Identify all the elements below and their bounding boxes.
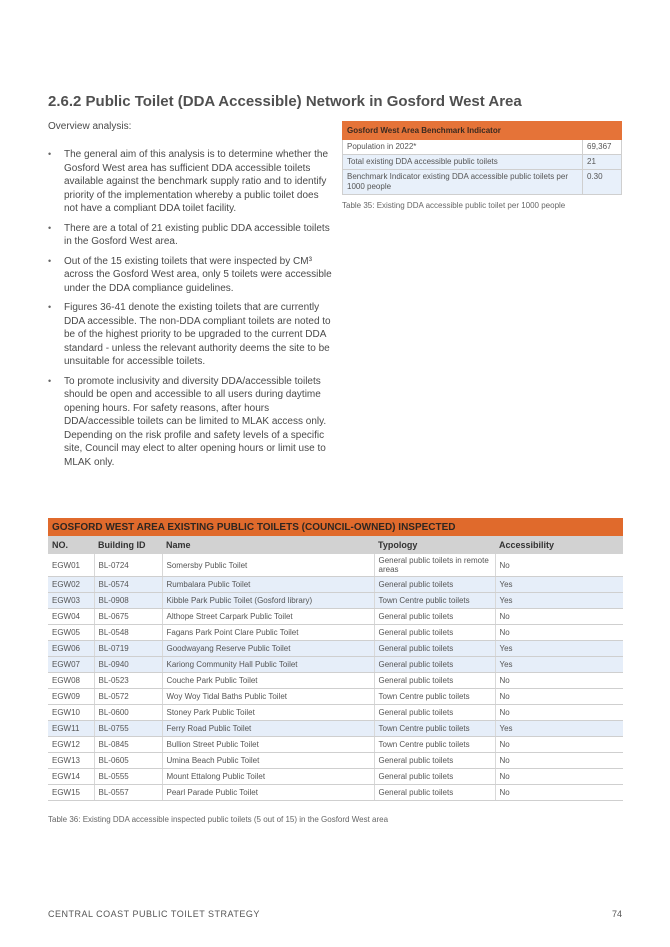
column-header: Name (162, 536, 374, 554)
table-row (48, 625, 623, 641)
cell-typology: Town Centre public toilets (374, 593, 495, 609)
cell-name: Pearl Parade Public Toilet (162, 785, 374, 801)
cell-building-id: BL-0523 (94, 673, 162, 689)
benchmark-value: 21 (583, 155, 622, 170)
benchmark-row (343, 155, 622, 170)
cell-name: Woy Woy Tidal Baths Public Toilet (162, 689, 374, 705)
cell-number: EGW15 (48, 785, 94, 801)
cell-typology: Town Centre public toilets (374, 737, 495, 753)
table-row (48, 641, 623, 657)
benchmark-label: Benchmark Indicator existing DDA accessible public toilets per 1000 people (343, 170, 583, 195)
benchmark-value: 69,367 (583, 140, 622, 155)
benchmark-row (343, 170, 622, 195)
bullet-item (48, 255, 333, 296)
cell-number: EGW10 (48, 705, 94, 721)
table-row (48, 593, 623, 609)
cell-number: EGW05 (48, 625, 94, 641)
cell-number: EGW07 (48, 657, 94, 673)
cell-building-id: BL-0605 (94, 753, 162, 769)
cell-number: EGW09 (48, 689, 94, 705)
cell-building-id: BL-0548 (94, 625, 162, 641)
bullet-text: Figures 36-41 denote the existing toilets that are currently DDA accessible. The non-DDA compliant toilets are noted to be of the highest priority to be upgraded to the current DDA standard - unless the relevant authority deems the site to be unsuitable for accessible toilets. (64, 302, 331, 367)
bullet-dot-icon: • (48, 255, 52, 266)
cell-name: Umina Beach Public Toilet (162, 753, 374, 769)
cell-name: Althope Street Carpark Public Toilet (162, 609, 374, 625)
cell-name: Kariong Community Hall Public Toilet (162, 657, 374, 673)
bullet-text: There are a total of 21 existing public DDA accessible toilets in the Gosford West area. (64, 222, 330, 247)
cell-name: Mount Ettalong Public Toilet (162, 769, 374, 785)
cell-building-id: BL-0557 (94, 785, 162, 801)
table-row (48, 785, 623, 801)
cell-typology: Town Centre public toilets (374, 721, 495, 737)
cell-accessibility: No (495, 554, 623, 577)
column-header: Accessibility (495, 536, 623, 554)
bullet-text: Out of the 15 existing toilets that were inspected by CM³ across the Gosford West area, only 5 toilets were accessible under the DDA compliance guidelines. (64, 255, 332, 294)
cell-accessibility: Yes (495, 721, 623, 737)
cell-typology: General public toilets (374, 641, 495, 657)
cell-number: EGW12 (48, 737, 94, 753)
table-row (48, 689, 623, 705)
cell-name: Stoney Park Public Toilet (162, 705, 374, 721)
bullet-item (48, 222, 333, 249)
cell-accessibility: Yes (495, 657, 623, 673)
cell-typology: General public toilets (374, 769, 495, 785)
cell-name: Rumbalara Public Toilet (162, 577, 374, 593)
cell-accessibility: No (495, 705, 623, 721)
cell-accessibility: No (495, 769, 623, 785)
inspected-toilets-table (48, 518, 623, 801)
cell-accessibility: No (495, 625, 623, 641)
cell-number: EGW03 (48, 593, 94, 609)
benchmark-table-caption: Table 35: Existing DDA accessible public toilet per 1000 people (342, 201, 566, 210)
cell-accessibility: Yes (495, 641, 623, 657)
cell-name: Kibble Park Public Toilet (Gosford library) (162, 593, 374, 609)
table-row (48, 577, 623, 593)
cell-accessibility: No (495, 737, 623, 753)
table-row (48, 554, 623, 577)
cell-accessibility: No (495, 609, 623, 625)
cell-number: EGW06 (48, 641, 94, 657)
cell-typology: General public toilets (374, 705, 495, 721)
table-row (48, 657, 623, 673)
cell-building-id: BL-0675 (94, 609, 162, 625)
cell-typology: General public toilets (374, 785, 495, 801)
benchmark-label: Population in 2022* (343, 140, 583, 155)
cell-number: EGW11 (48, 721, 94, 737)
cell-accessibility: Yes (495, 593, 623, 609)
cell-typology: Town Centre public toilets (374, 689, 495, 705)
cell-accessibility: No (495, 689, 623, 705)
cell-typology: General public toilets (374, 657, 495, 673)
table-row (48, 705, 623, 721)
cell-number: EGW01 (48, 554, 94, 577)
benchmark-table (342, 121, 622, 195)
cell-building-id: BL-0555 (94, 769, 162, 785)
cell-name: Goodwayang Reserve Public Toilet (162, 641, 374, 657)
table-row (48, 737, 623, 753)
bullet-item (48, 148, 333, 216)
cell-typology: General public toilets (374, 753, 495, 769)
bullet-dot-icon: • (48, 375, 52, 386)
benchmark-label: Total existing DDA accessible public toilets (343, 155, 583, 170)
bullet-text: The general aim of this analysis is to determine whether the Gosford West area has sufficient DDA accessible toilets available against the benchmark supply ratio and to identify priority of the implementation whereby a public toilet does not have a compliant DDA toilet facility. (64, 149, 329, 214)
bullet-dot-icon: • (48, 222, 52, 233)
cell-building-id: BL-0845 (94, 737, 162, 753)
table-row (48, 673, 623, 689)
table-body (48, 554, 623, 801)
cell-name: Bullion Street Public Toilet (162, 737, 374, 753)
cell-typology: General public toilets (374, 673, 495, 689)
table-header-row (48, 536, 623, 554)
analysis-bullet-list (48, 148, 333, 475)
bullet-dot-icon: • (48, 302, 52, 312)
cell-name: Somersby Public Toilet (162, 554, 374, 577)
benchmark-table-header: Gosford West Area Benchmark Indicator (343, 122, 622, 140)
cell-typology: General public toilets in remote areas (374, 554, 495, 577)
cell-accessibility: No (495, 753, 623, 769)
overview-label: Overview analysis: (48, 121, 132, 132)
bullet-text: To promote inclusivity and diversity DDA/accessible toilets should be open and accessible to all users during daytime opening hours. For safety reasons, after hours DDA/accessible toilets can be limited to MLAK access only. Depending on the risk profile and safety levels of a specific site, Council may elect to alter opening hours or limit use to MLAK only. (64, 375, 327, 468)
column-header: NO. (48, 536, 94, 554)
cell-typology: General public toilets (374, 577, 495, 593)
table-row (48, 753, 623, 769)
column-header: Typology (374, 536, 495, 554)
cell-building-id: BL-0724 (94, 554, 162, 577)
cell-building-id: BL-0719 (94, 641, 162, 657)
table-row (48, 721, 623, 737)
cell-accessibility: No (495, 785, 623, 801)
cell-number: EGW04 (48, 609, 94, 625)
table-banner: GOSFORD WEST AREA EXISTING PUBLIC TOILETS (COUNCIL-OWNED) INSPECTED (48, 518, 623, 536)
cell-building-id: BL-0600 (94, 705, 162, 721)
cell-name: Fagans Park Point Clare Public Toilet (162, 625, 374, 641)
table-row (48, 609, 623, 625)
cell-number: EGW14 (48, 769, 94, 785)
column-header: Building ID (94, 536, 162, 554)
cell-building-id: BL-0755 (94, 721, 162, 737)
cell-building-id: BL-0908 (94, 593, 162, 609)
cell-typology: General public toilets (374, 625, 495, 641)
cell-number: EGW13 (48, 753, 94, 769)
cell-number: EGW02 (48, 577, 94, 593)
footer-page-number: 74 (611, 909, 622, 919)
cell-accessibility: Yes (495, 577, 623, 593)
cell-building-id: BL-0940 (94, 657, 162, 673)
footer-document-name: CENTRAL COAST PUBLIC TOILET STRATEGY (48, 909, 260, 919)
bullet-dot-icon: • (48, 149, 52, 159)
cell-name: Couche Park Public Toilet (162, 673, 374, 689)
cell-building-id: BL-0572 (94, 689, 162, 705)
benchmark-value: 0.30 (583, 170, 622, 195)
cell-accessibility: No (495, 673, 623, 689)
bullet-item (48, 375, 333, 470)
cell-typology: General public toilets (374, 609, 495, 625)
cell-building-id: BL-0574 (94, 577, 162, 593)
bullet-item (48, 301, 333, 369)
cell-number: EGW08 (48, 673, 94, 689)
page-title: 2.6.2 Public Toilet (DDA Accessible) Network in Gosford West Area (48, 93, 522, 110)
toilets-table-caption: Table 36: Existing DDA accessible inspected public toilets (5 out of 15) in the Gosford West area (48, 815, 389, 824)
table-row (48, 769, 623, 785)
cell-name: Ferry Road Public Toilet (162, 721, 374, 737)
benchmark-row (343, 140, 622, 155)
